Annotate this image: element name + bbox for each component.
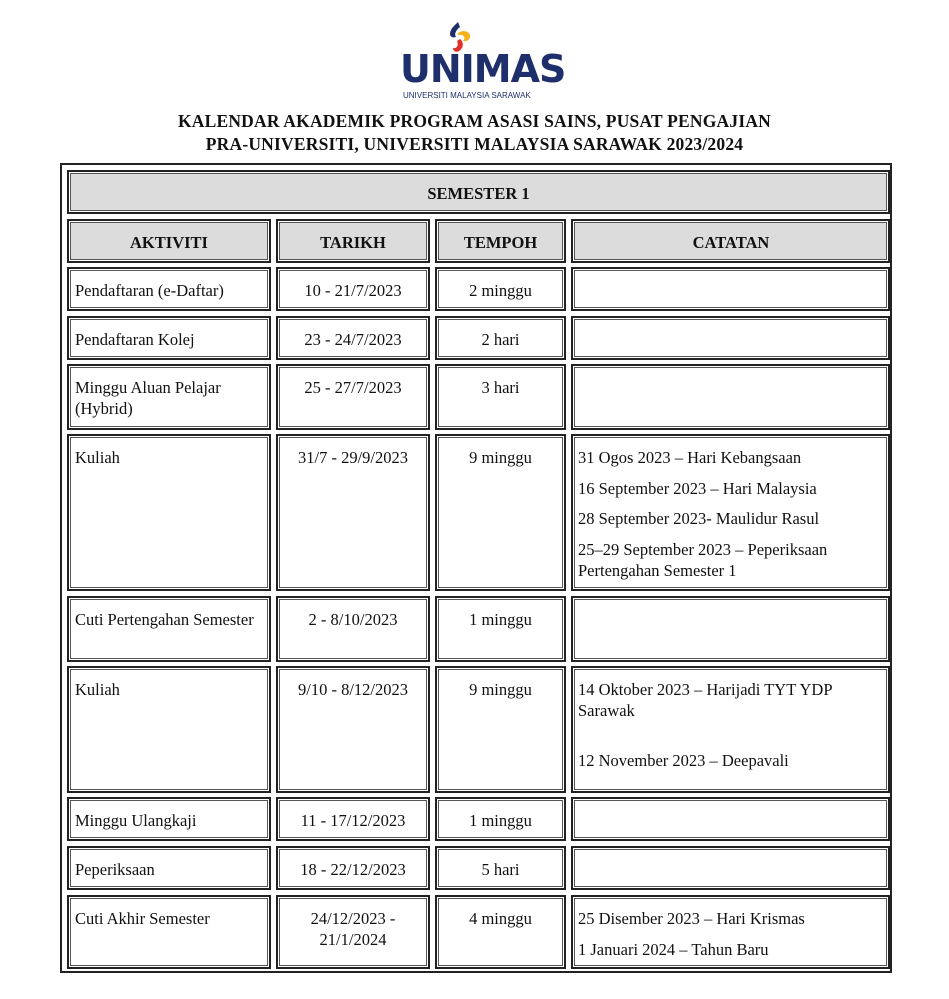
column-header-activity: AKTIVITI — [67, 219, 271, 263]
row-activity: Minggu Ulangkaji — [67, 797, 271, 841]
row-duration: 2 minggu — [435, 267, 566, 311]
row-notes — [571, 797, 890, 841]
page-title-line-2: PRA-UNIVERSITI, UNIVERSITI MALAYSIA SARAWAK 2023/2024 — [205, 134, 744, 154]
unimas-logo — [400, 20, 566, 100]
note-item: 14 Oktober 2023 – Harijadi TYT YDP Sarawak — [578, 680, 832, 720]
row-activity: Kuliah — [67, 666, 271, 793]
column-header-duration: TEMPOH — [435, 219, 566, 263]
semester-label: SEMESTER 1 — [427, 184, 530, 203]
row-notes — [571, 846, 890, 890]
row-activity: Peperiksaan — [67, 846, 271, 890]
row-notes — [571, 434, 890, 591]
column-header-notes: CATATAN — [571, 219, 890, 263]
row-date: 18 - 22/12/2023 — [276, 846, 430, 890]
row-notes — [571, 364, 890, 430]
row-activity: Kuliah — [67, 434, 271, 591]
row-duration: 2 hari — [435, 316, 566, 360]
row-date: 11 - 17/12/2023 — [276, 797, 430, 841]
note-item: 28 September 2023- Maulidur Rasul — [578, 509, 820, 528]
row-notes — [571, 596, 890, 662]
row-duration: 1 minggu — [435, 596, 566, 662]
note-item: 1 Januari 2024 – Tahun Baru — [578, 939, 769, 959]
row-activity: Pendaftaran Kolej — [67, 316, 271, 360]
row-activity: Cuti Akhir Semester — [67, 895, 271, 969]
note-item: 12 November 2023 – Deepavali — [578, 750, 789, 770]
row-activity: Cuti Pertengahan Semester — [67, 596, 271, 662]
row-duration: 1 minggu — [435, 797, 566, 841]
note-item: 31 Ogos 2023 – Hari Kebangsaan — [578, 448, 802, 467]
row-notes — [571, 267, 890, 311]
semester-header — [67, 170, 890, 214]
note-item: 25 Disember 2023 – Hari Krismas — [578, 909, 805, 928]
row-duration: 4 minggu — [435, 895, 566, 969]
row-activity: Minggu Aluan Pelajar (Hybrid) — [67, 364, 271, 430]
row-notes — [571, 316, 890, 360]
row-duration: 5 hari — [435, 846, 566, 890]
row-date: 31/7 - 29/9/2023 — [276, 434, 430, 591]
logo-wordmark: UNIMAS — [400, 47, 566, 91]
row-notes — [571, 666, 890, 793]
row-duration: 3 hari — [435, 364, 566, 430]
row-date: 24/12/2023 - 21/1/2024 — [276, 895, 430, 969]
column-header-date: TARIKH — [276, 219, 430, 263]
row-date: 9/10 - 8/12/2023 — [276, 666, 430, 793]
row-date: 2 - 8/10/2023 — [276, 596, 430, 662]
row-date: 23 - 24/7/2023 — [276, 316, 430, 360]
page-title-line-1: KALENDAR AKADEMIK PROGRAM ASASI SAINS, PUSAT PENGAJIAN — [177, 111, 772, 131]
row-duration: 9 minggu — [435, 666, 566, 793]
row-activity: Pendaftaran (e-Daftar) — [67, 267, 271, 311]
row-date: 25 - 27/7/2023 — [276, 364, 430, 430]
row-date: 10 - 21/7/2023 — [276, 267, 430, 311]
note-item: 25–29 September 2023 – Peperiksaan Pertengahan Semester 1 — [578, 539, 828, 580]
note-item: 16 September 2023 – Hari Malaysia — [578, 478, 817, 498]
row-notes — [571, 895, 890, 969]
logo-tagline: UNIVERSITI MALAYSIA SARAWAK — [403, 91, 531, 100]
row-duration: 9 minggu — [435, 434, 566, 591]
